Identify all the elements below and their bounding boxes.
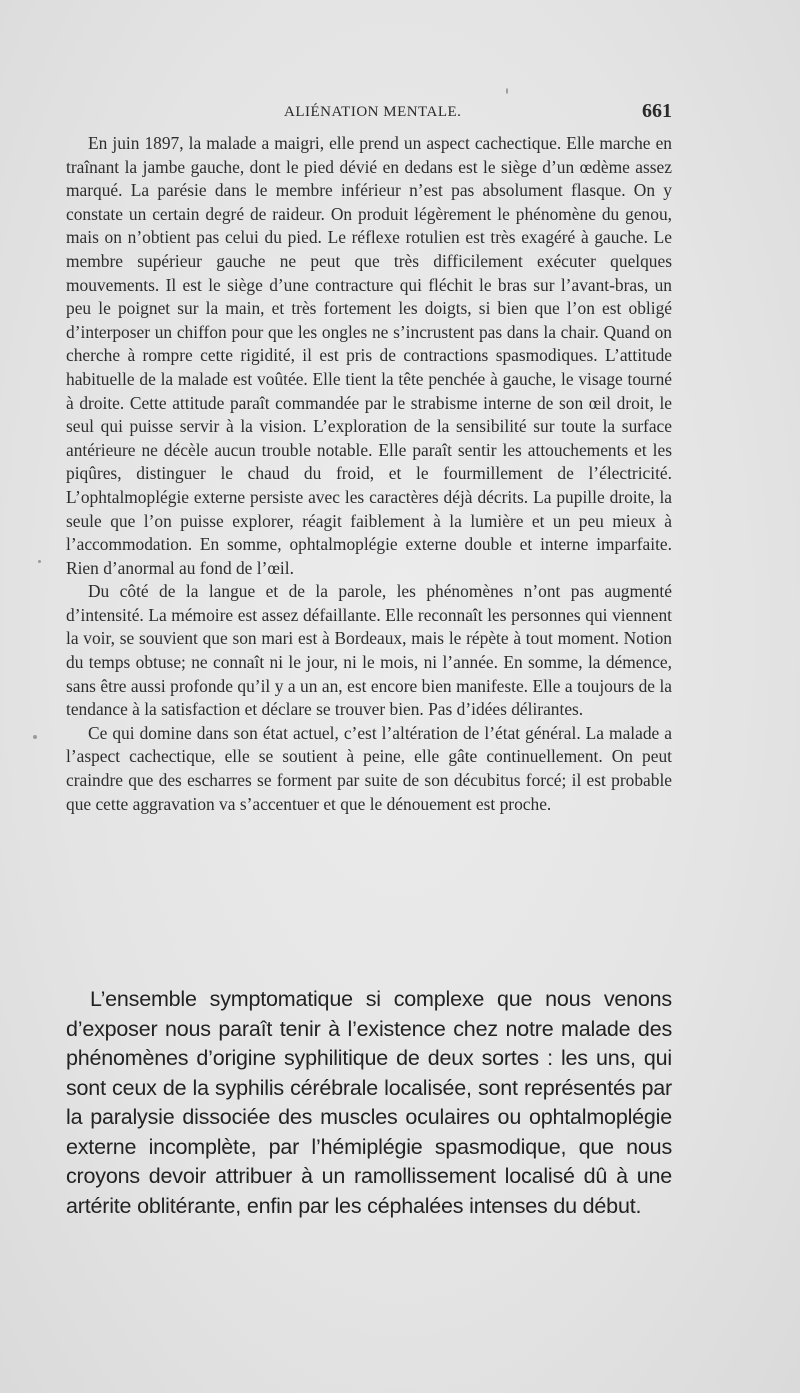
- paper-speck: [506, 88, 508, 94]
- main-text-small: [66, 132, 672, 816]
- paper-speck: [38, 560, 41, 563]
- running-title: ALIÉNATION MENTALE.: [284, 104, 462, 120]
- main-text-large: [66, 985, 672, 1221]
- paragraph: En juin 1897, la malade a maigri, elle prend un aspect cachectique. Elle marche en traînant la jambe gauche, dont le pied dévié en dedans est le siège d’un œdème assez marqué. La parésie dans le membre inférieur n’est pas absolument flasque. On y constate un certain degré de raideur. On produit légèrement le phénomène du genou, mais on n’obtient pas celui du pied. Le réflexe rotulien est très exagéré à gauche. Le membre supérieur gauche ne peut que très difficilement exécuter quelques mouvements. Il est le siège d’une contracture qui fléchit le bras sur l’avant-bras, un peu le poignet sur la main, et très fortement les doigts, si bien que l’on est obligé d’interposer un chiffon pour que les ongles ne s’incrustent pas dans la chair. Quand on cherche à rompre cette rigidité, il est pris de contractions spasmodiques. L’attitude habituelle de la malade est voûtée. Elle tient la tête penchée à gauche, le visage tourné à droite. Cette attitude paraît commandée par le strabisme interne de son œil droit, le seul qui puisse servir à la vision. L’exploration de la sensibilité sur toute la surface antérieure ne décèle aucun trouble notable. Elle paraît sentir les attouchements et les piqûres, distinguer le chaud du froid, et le fourmillement de l’électricité. L’ophtalmoplégie externe persiste avec les caractères déjà décrits. La pupille droite, la seule que l’on puisse explorer, réagit faiblement à la lumière et un peu mieux à l’accommodation. En somme, ophtalmoplégie externe double et interne imparfaite. Rien d’anormal au fond de l’œil.: [66, 133, 672, 578]
- paragraph: Du côté de la langue et de la parole, les phénomènes n’ont pas augmenté d’intensité. La mémoire est assez défaillante. Elle reconnaît les personnes qui viennent la voir, se souvient que son mari est à Bordeaux, mais le répète à tout moment. Notion du temps obtuse; ne connaît ni le jour, ni le mois, ni l’année. En somme, la démence, sans être aussi profonde qu’il y a un an, est encore bien manifeste. Elle a toujours de la tendance à la satisfaction et déclare se trouver bien. Pas d’idées délirantes.: [66, 581, 672, 720]
- paragraph: L’ensemble symptomatique si complexe que nous venons d’exposer nous paraît tenir à l’existence chez notre malade des phénomènes d’origine syphilitique de deux sortes : les uns, qui sont ceux de la syphilis cérébrale localisée, sont représentés par la paralysie dissociée des muscles oculaires ou ophtalmoplégie externe incomplète, par l’hémiplégie spasmodique, que nous croyons devoir attribuer à un ramollissement localisé dû à une artérite oblitérante, enfin par les céphalées intenses du début.: [66, 987, 672, 1218]
- paragraph: Ce qui domine dans son état actuel, c’est l’altération de l’état général. La malade a l’aspect cachectique, elle se soutient à peine, elle gâte continuellement. On peut craindre que des escharres se forment par suite de son décubitus forcé; il est probable que cette aggravation va s’accentuer et que le dénouement est proche.: [66, 722, 672, 814]
- paper-speck: [33, 735, 37, 739]
- running-head: [66, 100, 672, 128]
- page-number: 661: [642, 100, 672, 122]
